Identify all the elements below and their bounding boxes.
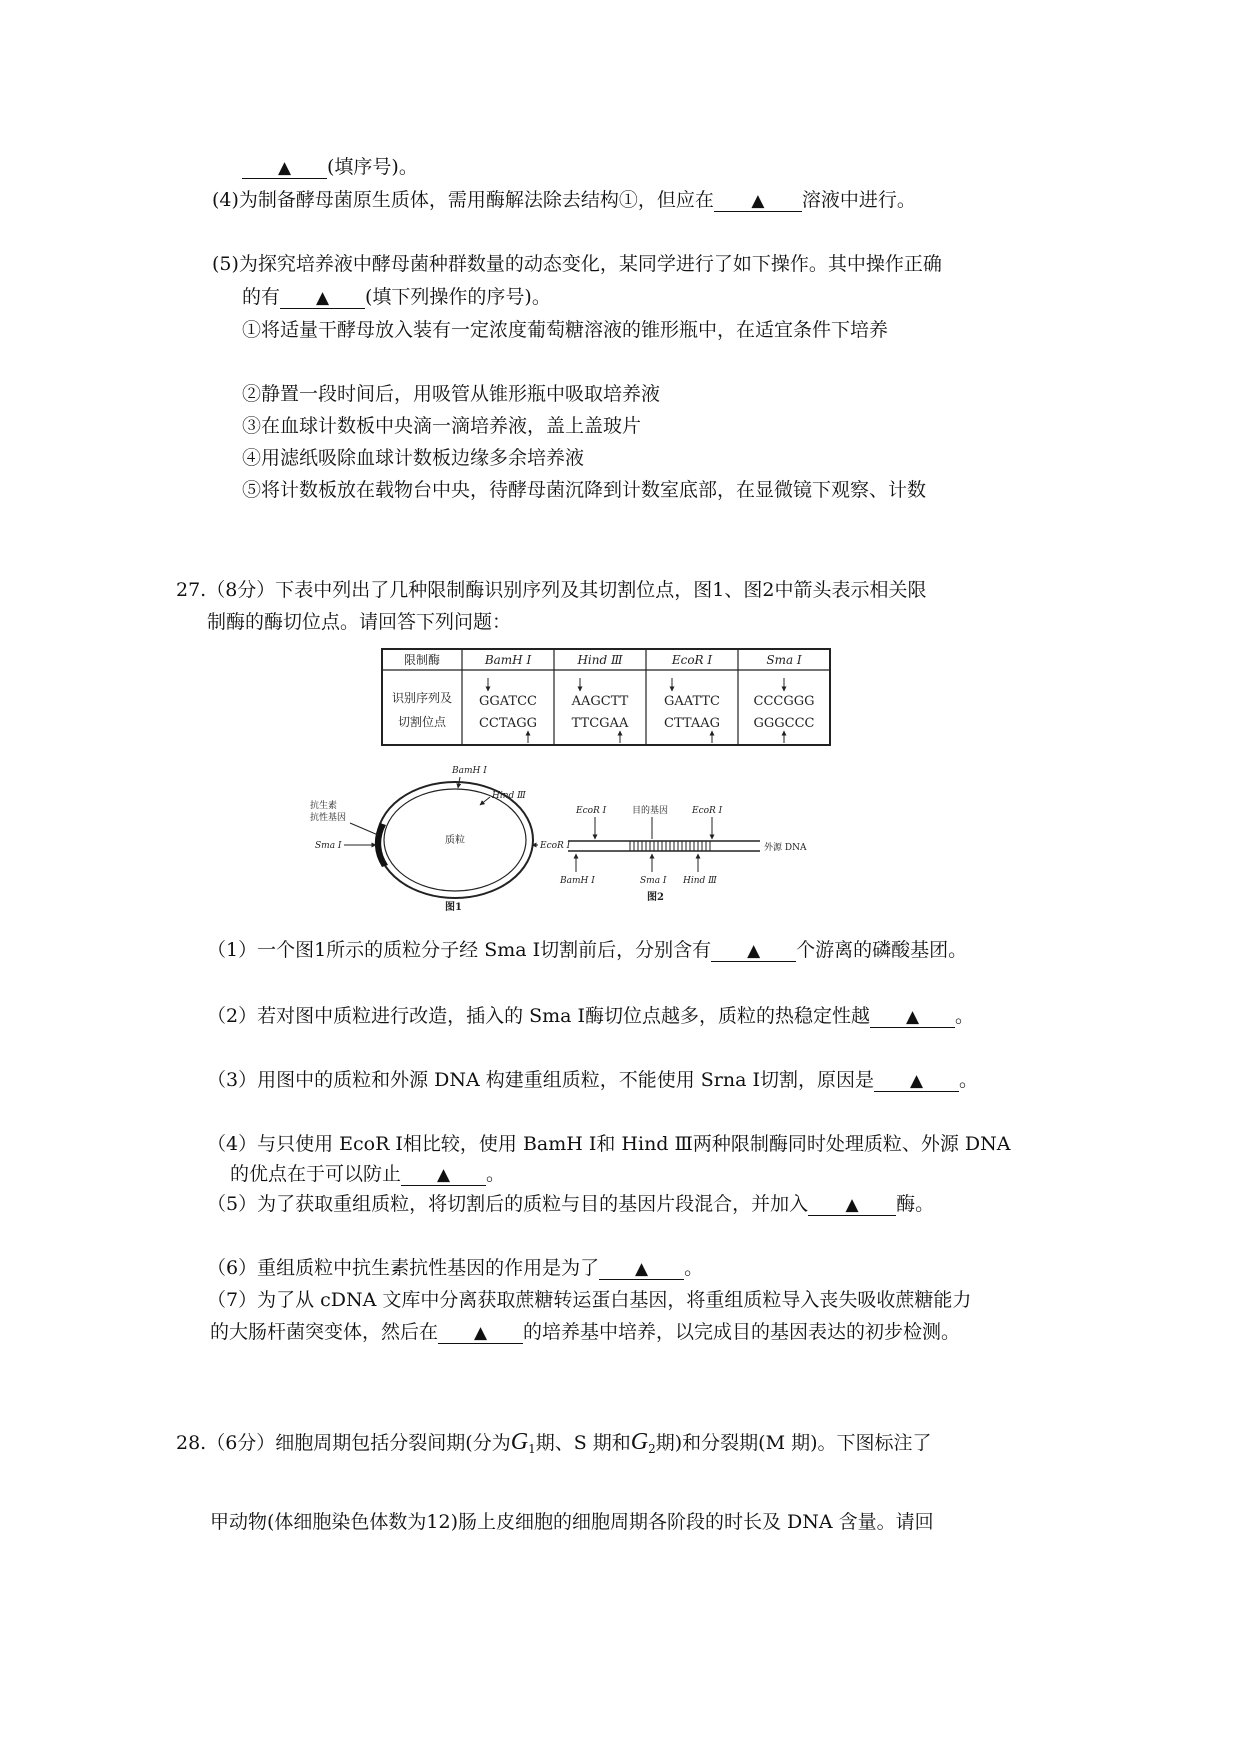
restriction-enzyme-figure — [310, 645, 860, 913]
hind-site-label: Hind Ⅲ — [683, 876, 717, 886]
triangle-icon: ▲ — [315, 288, 330, 308]
resistance-gene-label: 抗性基因 — [310, 813, 347, 823]
recognition-sequence-bottom: GGGCCC — [753, 716, 815, 731]
q28-stem-text: 期、S 期和 — [535, 1432, 631, 1454]
triangle-icon: ▲ — [909, 1071, 924, 1091]
q27-question-5 — [207, 1192, 934, 1216]
bamh-site-label: BamH Ⅰ — [560, 876, 595, 886]
ecor-site-label: EcoR Ⅰ — [692, 806, 723, 816]
answer-blank[interactable] — [874, 1069, 959, 1092]
q27-question-4 — [207, 1132, 1010, 1156]
q26-line-1-suffix: (填序号)。 — [327, 156, 418, 178]
triangle-icon: ▲ — [473, 1323, 488, 1343]
q28-stem-line-2 — [210, 1510, 934, 1534]
recognition-sequence-top: AAGCTT — [571, 694, 629, 709]
q27-question-3 — [207, 1068, 978, 1092]
q26-part-5-text: (5)为探究培养液中酵母菌种群数量的动态变化，某同学进行了如下操作。其中操作正确 — [212, 253, 942, 275]
triangle-icon: ▲ — [277, 158, 292, 178]
operation-item — [242, 446, 584, 470]
operation-text: ①将适量干酵母放入装有一定浓度葡萄糖溶液的锥形瓶中，在适宜条件下培养 — [242, 319, 889, 341]
bamh-site-label: BamH Ⅰ — [452, 766, 487, 776]
answer-blank[interactable] — [808, 1193, 896, 1216]
resistance-gene-label: 抗生素 — [310, 801, 338, 811]
enzyme-name: Sma Ⅰ — [766, 653, 802, 667]
q26-line-1 — [242, 155, 418, 179]
q28-stem-text-2: 甲动物(体细胞染色体数为12)肠上皮细胞的细胞周期各阶段的时长及 DNA 含量。请回 — [210, 1511, 934, 1533]
triangle-icon: ▲ — [747, 941, 761, 961]
figure-1-caption: 图1 — [445, 902, 462, 913]
question-suffix: 的培养基中培养，以完成目的基因表达的初步检测。 — [523, 1321, 961, 1343]
q26-part-4-suffix: 溶液中进行。 — [801, 189, 916, 211]
triangle-icon: ▲ — [906, 1007, 920, 1027]
question-suffix: 。 — [684, 1257, 704, 1279]
question-text: （5）为了获取重组质粒，将切割后的质粒与目的基因片段混合，并加入 — [207, 1193, 809, 1215]
question-text: （7）为了从 cDNA 文库中分离获取蔗糖转运蛋白基因，将重组质粒导入丧失吸收蔗糖能力 — [207, 1289, 972, 1311]
q27-question-6 — [207, 1256, 703, 1280]
q27-question-2 — [207, 1004, 974, 1028]
q28-stem-text: 28.（6分）细胞周期包括分裂间期(分为 — [176, 1432, 511, 1454]
question-text: （1）一个图1所示的质粒分子经 Sma Ⅰ切割前后，分别含有 — [207, 939, 712, 961]
question-text: 的大肠杆菌突变体，然后在 — [210, 1321, 439, 1343]
operation-item — [242, 414, 641, 438]
triangle-icon: ▲ — [845, 1195, 859, 1215]
recognition-sequence-top: GGATCC — [478, 694, 538, 709]
answer-blank[interactable] — [711, 939, 796, 962]
answer-blank[interactable] — [401, 1163, 486, 1186]
enzyme-name: EcoR Ⅰ — [671, 653, 713, 667]
answer-blank[interactable] — [242, 156, 327, 179]
plasmid-diagram — [310, 766, 571, 913]
recognition-sequence-bottom: CCTAGG — [478, 716, 538, 731]
q26-part-4 — [212, 188, 916, 212]
q26-part-5-prefix: 的有 — [242, 286, 281, 308]
figure-2-caption: 图2 — [647, 892, 664, 903]
answer-blank[interactable] — [714, 189, 802, 212]
q27-stem-text: 27.（8分）下表中列出了几种限制酶识别序列及其切割位点，图1、图2中箭头表示相关限 — [176, 579, 927, 601]
foreign-dna-diagram — [559, 804, 807, 903]
sma-site-label: Sma Ⅰ — [315, 841, 342, 851]
ecor-site-label: EcoR Ⅰ — [576, 806, 607, 816]
g-phase-symbol: G — [510, 1429, 529, 1455]
triangle-icon: ▲ — [436, 1165, 451, 1185]
subscript: 2 — [648, 1442, 656, 1456]
target-gene-label: 目的基因 — [632, 806, 669, 816]
answer-blank[interactable] — [870, 1005, 955, 1028]
table-row-label: 限制酶 — [403, 653, 441, 667]
answer-blank[interactable] — [438, 1321, 523, 1344]
q27-stem-text-2: 制酶的酶切位点。请回答下列问题： — [207, 611, 512, 633]
question-text: （6）重组质粒中抗生素抗性基因的作用是为了 — [207, 1257, 600, 1279]
question-suffix: 。 — [959, 1069, 979, 1091]
q27-question-7-line-2 — [210, 1320, 960, 1344]
recognition-sequence-bottom: TTCGAA — [571, 716, 629, 731]
operation-text: ②静置一段时间后，用吸管从锥形瓶中吸取培养液 — [242, 383, 661, 405]
hind-site-label: Hind Ⅲ — [492, 791, 526, 801]
question-text: （2）若对图中质粒进行改造，插入的 Sma Ⅰ酶切位点越多，质粒的热稳定性越 — [207, 1005, 871, 1027]
operation-text: ④用滤纸吸除血球计数板边缘多余培养液 — [242, 447, 585, 469]
triangle-icon: ▲ — [751, 191, 765, 211]
recognition-sequence-bottom: CTTAAG — [664, 716, 720, 731]
answer-blank[interactable] — [280, 286, 365, 309]
q26-part-5-line-2 — [242, 285, 551, 309]
enzyme-name: Hind Ⅲ — [577, 653, 623, 667]
recognition-sequence-top: GAATTC — [664, 694, 720, 709]
enzyme-name: BamH Ⅰ — [484, 653, 532, 667]
q27-question-4-line-2 — [230, 1162, 505, 1186]
enzyme-table — [382, 649, 830, 745]
question-suffix: 。 — [486, 1163, 506, 1185]
plasmid-label: 质粒 — [445, 835, 465, 846]
question-suffix: 个游离的磷酸基团。 — [796, 939, 968, 961]
q27-stem-line-2 — [207, 610, 511, 634]
subscript: 1 — [528, 1442, 536, 1456]
ecor-site-label: EcoR Ⅰ — [540, 841, 571, 851]
answer-blank[interactable] — [599, 1257, 684, 1280]
foreign-dna-label: 外源 DNA — [764, 843, 807, 853]
g-phase-symbol: G — [630, 1429, 649, 1455]
q27-question-7 — [207, 1288, 971, 1312]
operation-item — [242, 318, 888, 342]
q28-stem — [176, 1430, 931, 1461]
question-suffix: 酶。 — [896, 1193, 935, 1215]
recognition-sequence-top: CCCGGG — [753, 694, 815, 709]
triangle-icon: ▲ — [635, 1259, 649, 1279]
q28-stem-text: 期)和分裂期(M 期)。下图标注了 — [655, 1432, 932, 1454]
question-text: （4）与只使用 EcoR Ⅰ相比较，使用 BamH Ⅰ和 Hind Ⅲ两种限制酶同时处理质粒、外源 DNA — [207, 1133, 1011, 1155]
operation-item — [242, 382, 660, 406]
cut-site-arrow — [480, 797, 490, 805]
q26-part-5 — [212, 252, 942, 276]
sma-site-label: Sma Ⅰ — [640, 876, 667, 886]
antibiotic-resistance-gene-segment — [375, 823, 388, 867]
question-text: 的优点在于可以防止 — [230, 1163, 402, 1185]
operation-text: ⑤将计数板放在载物台中央，待酵母菌沉降到计数室底部，在显微镜下观察、计数 — [242, 479, 927, 501]
operation-item — [242, 478, 926, 502]
operation-text: ③在血球计数板中央滴一滴培养液，盖上盖玻片 — [242, 415, 642, 437]
q27-question-1 — [207, 938, 967, 962]
q26-part-4-text: (4)为制备酵母菌原生质体，需用酶解法除去结构①，但应在 — [212, 189, 714, 211]
q26-part-5-suffix: (填下列操作的序号)。 — [365, 286, 551, 308]
question-suffix: 。 — [955, 1005, 975, 1027]
question-text: （3）用图中的质粒和外源 DNA 构建重组质粒，不能使用 Srna Ⅰ切割，原因是 — [207, 1069, 874, 1091]
table-row-label: 切割位点 — [397, 715, 447, 729]
q27-stem — [176, 578, 926, 602]
table-row-label: 识别序列及 — [391, 691, 453, 705]
